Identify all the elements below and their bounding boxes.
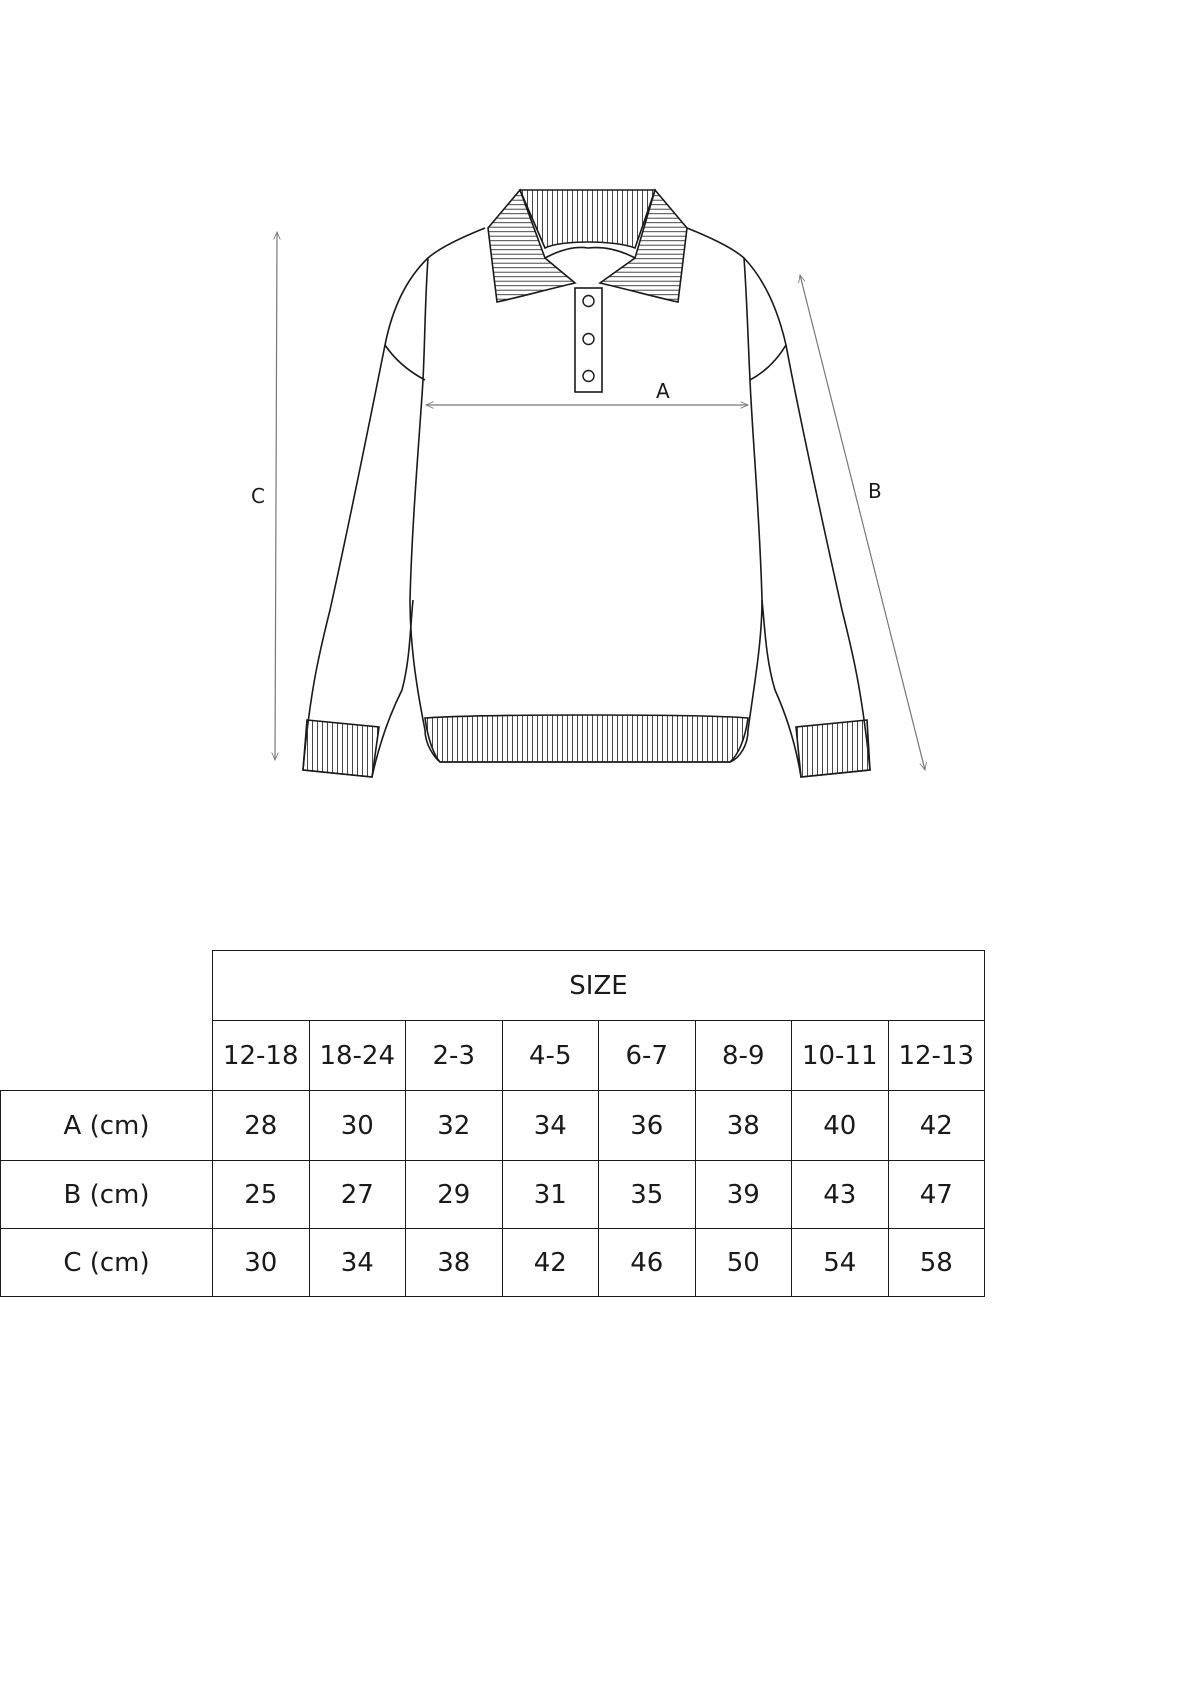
measure-b-line: [800, 275, 925, 770]
collar: [488, 190, 687, 302]
table-cell: 40: [792, 1091, 889, 1161]
row-label: A (cm): [1, 1091, 213, 1161]
size-header-cell: 6-7: [599, 1021, 696, 1091]
table-cell: 42: [502, 1229, 599, 1297]
table-cell: 38: [695, 1091, 792, 1161]
table-cell: 29: [406, 1161, 503, 1229]
table-cell: 31: [502, 1161, 599, 1229]
table-cell: 50: [695, 1229, 792, 1297]
label-b: B: [868, 479, 882, 503]
button-icon: [583, 296, 594, 307]
size-header-row: [1, 1021, 985, 1091]
table-cell: 27: [309, 1161, 406, 1229]
hem-rib: [425, 715, 748, 762]
table-cell: 54: [792, 1229, 889, 1297]
placket: [575, 288, 602, 392]
size-header-cell: 4-5: [502, 1021, 599, 1091]
collar-back: [520, 190, 655, 248]
row-label: C (cm): [1, 1229, 213, 1297]
size-chart-table: [0, 950, 985, 1297]
table-row: [1, 1091, 985, 1161]
table-row: [1, 1161, 985, 1229]
right-sleeve: [744, 258, 870, 777]
table-cell: 25: [213, 1161, 310, 1229]
size-header-cell: 18-24: [309, 1021, 406, 1091]
table-cell: 32: [406, 1091, 503, 1161]
neck-opening: [545, 247, 635, 258]
label-a: A: [656, 379, 670, 403]
button-icon: [583, 334, 594, 345]
table-row: [1, 1229, 985, 1297]
table-cell: 30: [309, 1091, 406, 1161]
size-title: SIZE: [213, 951, 985, 1021]
button-icon: [583, 371, 594, 382]
left-sleeve: [303, 258, 428, 777]
size-header-cell: 8-9: [695, 1021, 792, 1091]
right-cuff-rib: [796, 720, 870, 777]
size-header-cell: 12-18: [213, 1021, 310, 1091]
table-cell: 34: [309, 1229, 406, 1297]
size-header-cell: 10-11: [792, 1021, 889, 1091]
table-cell: 34: [502, 1091, 599, 1161]
left-armhole: [385, 345, 425, 380]
label-c: C: [251, 484, 265, 508]
table-cell: 38: [406, 1229, 503, 1297]
table-cell: 47: [888, 1161, 985, 1229]
row-label: B (cm): [1, 1161, 213, 1229]
table-cell: 43: [792, 1161, 889, 1229]
table-cell: 46: [599, 1229, 696, 1297]
size-header-cell: 2-3: [406, 1021, 503, 1091]
table-cell: 28: [213, 1091, 310, 1161]
left-cuff-rib: [303, 720, 379, 777]
table-cell: 35: [599, 1161, 696, 1229]
table-cell: 39: [695, 1161, 792, 1229]
table-cell: 42: [888, 1091, 985, 1161]
sweater-measurement-diagram: [0, 0, 1190, 820]
table-cell: 36: [599, 1091, 696, 1161]
table-title-row: [1, 951, 985, 1021]
right-armhole: [750, 345, 786, 380]
table-cell: 30: [213, 1229, 310, 1297]
size-header-cell: 12-13: [888, 1021, 985, 1091]
measure-c-line: [275, 232, 277, 760]
table-cell: 58: [888, 1229, 985, 1297]
